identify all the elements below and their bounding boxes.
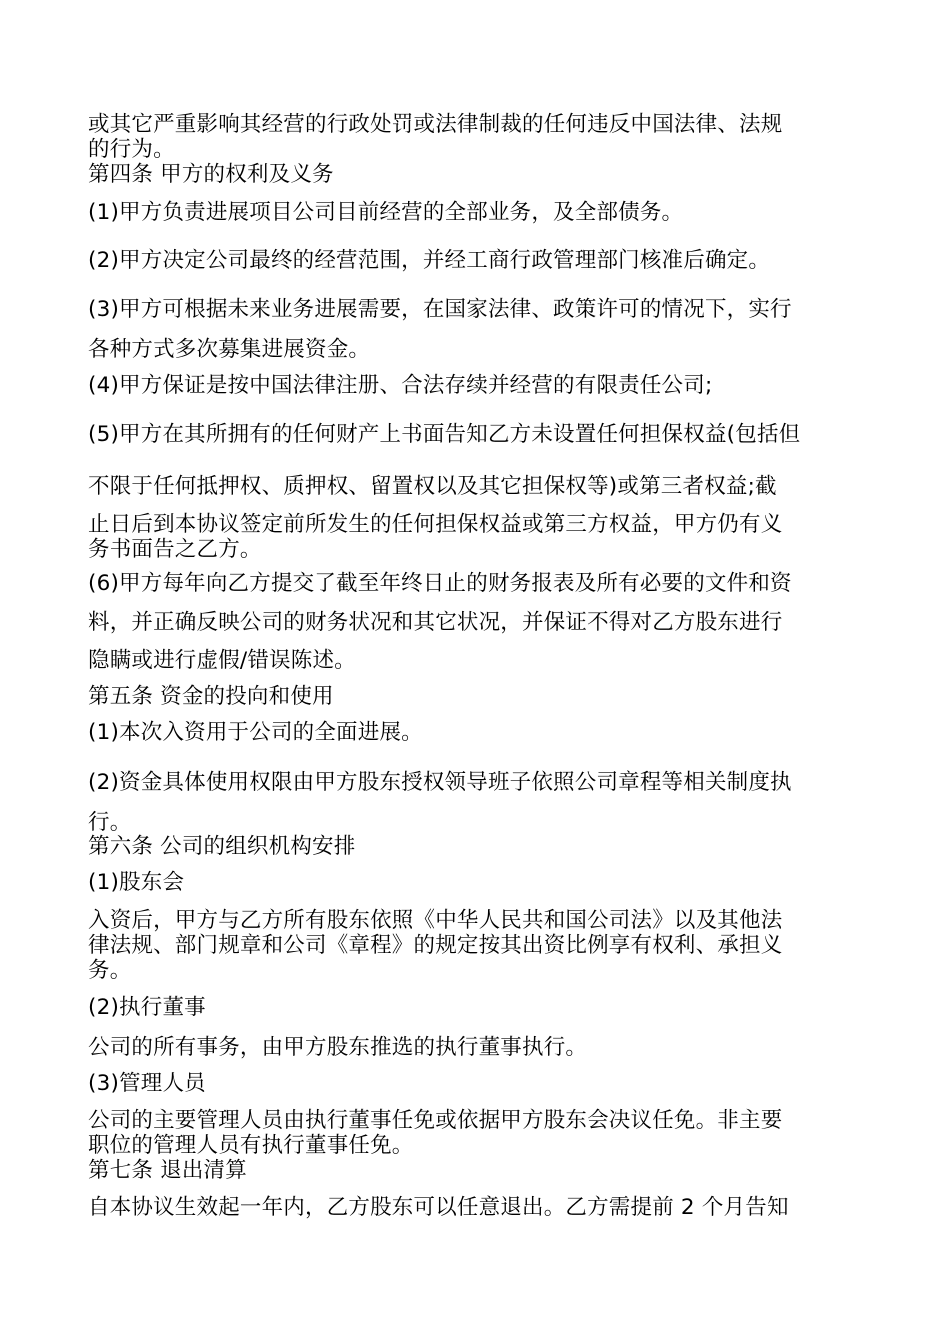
text-line: 各种方式多次募集进展资金。 bbox=[88, 337, 371, 362]
text-line: 务书面告之乙方。 bbox=[88, 537, 262, 562]
text-line: (4)甲方保证是按中国法律注册、合法存续并经营的有限责任公司; bbox=[88, 373, 713, 398]
text-line: 止日后到本协议签定前所发生的任何担保权益或第三方权益，甲方仍有义 bbox=[88, 512, 783, 537]
text-line: 务。 bbox=[88, 958, 132, 983]
text-line: (1)本次入资用于公司的全面进展。 bbox=[88, 720, 423, 745]
section-heading: 第五条 资金的投向和使用 bbox=[88, 684, 334, 709]
section-heading: 第七条 退出清算 bbox=[88, 1158, 247, 1183]
text-line: 公司的所有事务，由甲方股东推选的执行董事执行。 bbox=[88, 1035, 588, 1060]
section-heading: 第六条 公司的组织机构安排 bbox=[88, 834, 356, 859]
section-heading: 第四条 甲方的权利及义务 bbox=[88, 162, 334, 187]
text-line: (2)执行董事 bbox=[88, 995, 206, 1020]
text-line: 公司的主要管理人员由执行董事任免或依据甲方股东会决议任免。非主要 bbox=[88, 1108, 783, 1133]
text-line: 自本协议生效起一年内，乙方股东可以任意退出。乙方需提前 2 个月告知 bbox=[88, 1195, 789, 1220]
text-line: 隐瞒或进行虚假/错误陈述。 bbox=[88, 648, 356, 673]
text-line: (5)甲方在其所拥有的任何财产上书面告知乙方未设置任何担保权益(包括但 bbox=[88, 422, 801, 447]
text-line: 料，并正确反映公司的财务状况和其它状况，并保证不得对乙方股东进行 bbox=[88, 610, 783, 635]
text-line: (1)甲方负责进展项目公司目前经营的全部业务，及全部债务。 bbox=[88, 200, 684, 225]
text-line: (3)甲方可根据未来业务进展需要，在国家法律、政策许可的情况下，实行 bbox=[88, 297, 792, 322]
text-line: 入资后，甲方与乙方所有股东依照《中华人民共和国公司法》以及其他法 bbox=[88, 908, 783, 933]
text-line: (6)甲方每年向乙方提交了截至年终日止的财务报表及所有必要的文件和资 bbox=[88, 571, 792, 596]
text-line: 行。 bbox=[88, 810, 132, 835]
text-line: (2)甲方决定公司最终的经营范围，并经工商行政管理部门核准后确定。 bbox=[88, 248, 771, 273]
text-line: 职位的管理人员有执行董事任免。 bbox=[88, 1133, 414, 1158]
text-line: (1)股东会 bbox=[88, 870, 185, 895]
text-line: (2)资金具体使用权限由甲方股东授权领导班子依照公司章程等相关制度执 bbox=[88, 770, 792, 795]
text-line: 或其它严重影响其经营的行政处罚或法律制裁的任何违反中国法律、法规 bbox=[88, 112, 783, 137]
text-line: 的行为。 bbox=[88, 137, 175, 162]
text-line: 不限于任何抵押权、质押权、留置权以及其它担保权等)或第三者权益;截 bbox=[88, 474, 777, 499]
text-line: 律法规、部门规章和公司《章程》的规定按其出资比例享有权利、承担义 bbox=[88, 933, 783, 958]
text-line: (3)管理人员 bbox=[88, 1071, 206, 1096]
